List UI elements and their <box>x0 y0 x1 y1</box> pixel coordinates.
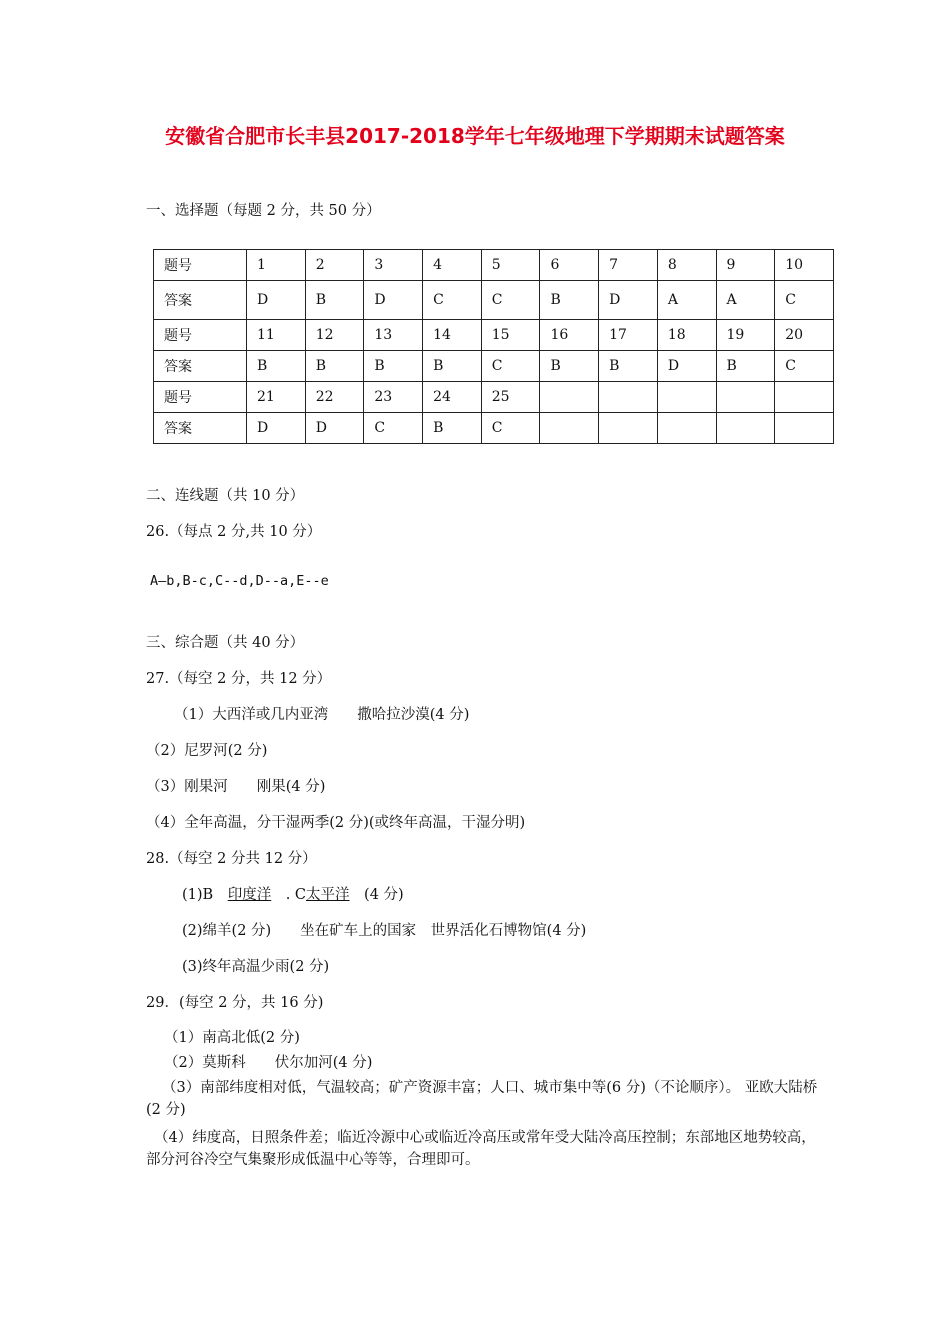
q28-answer-2: (2)绵羊(2 分) 坐在矿车上的国家 世界活化石博物馆(4 分) <box>182 923 587 939</box>
table-row-header: 答案 <box>154 351 247 382</box>
table-cell: D <box>305 413 364 444</box>
table-cell: D <box>599 281 658 320</box>
table-cell: 12 <box>305 320 364 351</box>
q27-answer-4: （4）全年高温，分干湿两季(2 分)(或终年高温，干湿分明) <box>146 815 526 831</box>
table-cell <box>775 382 834 413</box>
table-cell <box>540 382 599 413</box>
table-cell <box>599 413 658 444</box>
table-cell: C <box>775 351 834 382</box>
answer-table <box>153 249 834 444</box>
table-cell <box>775 413 834 444</box>
q29-answer-1: （1）南高北低(2 分) <box>164 1030 300 1046</box>
q28-answer-1-suffix: (4 分) <box>349 887 404 903</box>
table-cell: C <box>481 413 540 444</box>
table-cell <box>657 413 716 444</box>
table-cell: C <box>481 281 540 320</box>
table-cell: D <box>247 413 306 444</box>
table-cell: C <box>423 281 482 320</box>
section-choice-heading: 一、选择题（每题 2 分，共 50 分） <box>146 203 381 219</box>
q28-answer-3: (3)终年高温少雨(2 分) <box>182 959 330 975</box>
table-cell: B <box>599 351 658 382</box>
table-cell: 22 <box>305 382 364 413</box>
table-cell: B <box>247 351 306 382</box>
table-row-header: 题号 <box>154 382 247 413</box>
table-cell: B <box>540 281 599 320</box>
table-row-header: 题号 <box>154 320 247 351</box>
table-cell: 7 <box>599 250 658 281</box>
table-cell: 21 <box>247 382 306 413</box>
q26-answer: A—b,B-c,C--d,D--a,E--e <box>150 573 329 589</box>
table-cell: 16 <box>540 320 599 351</box>
table-cell: 13 <box>364 320 423 351</box>
section-comprehensive-heading: 三、综合题（共 40 分） <box>146 635 305 651</box>
table-cell: 20 <box>775 320 834 351</box>
table-cell: C <box>364 413 423 444</box>
table-cell: 10 <box>775 250 834 281</box>
table-cell <box>716 413 775 444</box>
q28-answer-1-mid: . C <box>271 887 307 903</box>
q28-heading: 28.（每空 2 分共 12 分） <box>146 851 317 867</box>
table-cell: 18 <box>657 320 716 351</box>
table-cell: 2 <box>305 250 364 281</box>
table-cell: 24 <box>423 382 482 413</box>
table-cell <box>657 382 716 413</box>
table-cell: 6 <box>540 250 599 281</box>
q29-answer-2: （2）莫斯科 伏尔加河(4 分) <box>164 1055 373 1071</box>
table-row-header: 答案 <box>154 281 247 320</box>
q29-answer-4: （4）纬度高，日照条件差；临近冷源中心或临近冷高压或常年受大陆冷高压控制；东部地区地势较高，部分河谷冷空气集聚形成低温中心等等，合理即可。 <box>146 1130 816 1168</box>
table-cell: 14 <box>423 320 482 351</box>
table-cell: D <box>364 281 423 320</box>
q28-answer-1-prefix: (1)B <box>182 887 228 903</box>
table-cell: 23 <box>364 382 423 413</box>
table-cell: B <box>540 351 599 382</box>
table-cell: 25 <box>481 382 540 413</box>
table-row <box>154 351 834 382</box>
table-cell: 17 <box>599 320 658 351</box>
table-cell: D <box>657 351 716 382</box>
table-cell <box>716 382 775 413</box>
table-cell: B <box>305 281 364 320</box>
table-cell: 8 <box>657 250 716 281</box>
section-matching-heading: 二、连线题（共 10 分） <box>146 488 305 504</box>
table-cell: 4 <box>423 250 482 281</box>
table-cell: B <box>364 351 423 382</box>
q28-answer-1 <box>182 884 404 906</box>
table-cell: 9 <box>716 250 775 281</box>
q27-answer-1: （1）大西洋或几内亚湾 撒哈拉沙漠(4 分) <box>174 707 470 723</box>
table-cell: B <box>423 413 482 444</box>
table-row-header: 题号 <box>154 250 247 281</box>
table-row <box>154 382 834 413</box>
q26-heading: 26.（每点 2 分,共 10 分） <box>146 524 322 540</box>
q28-answer-1-blank-2: 太平洋 <box>306 887 350 903</box>
table-cell: B <box>716 351 775 382</box>
table-cell: 1 <box>247 250 306 281</box>
table-cell: A <box>716 281 775 320</box>
q27-answer-3: （3）刚果河 刚果(4 分) <box>146 779 326 795</box>
table-row <box>154 413 834 444</box>
table-cell: D <box>247 281 306 320</box>
table-cell: 5 <box>481 250 540 281</box>
table-cell: A <box>657 281 716 320</box>
q29-heading: 29．(每空 2 分，共 16 分) <box>146 995 324 1011</box>
table-cell: 15 <box>481 320 540 351</box>
table-row <box>154 250 834 281</box>
table-cell <box>599 382 658 413</box>
table-row <box>154 281 834 320</box>
table-cell <box>540 413 599 444</box>
page-title: 安徽省合肥市长丰县2017-2018学年七年级地理下学期期末试题答案 <box>165 124 785 148</box>
table-cell: C <box>481 351 540 382</box>
table-cell: 11 <box>247 320 306 351</box>
q28-answer-1-blank-1: 印度洋 <box>227 887 272 903</box>
q27-answer-2: （2）尼罗河(2 分) <box>146 743 268 759</box>
table-cell: 19 <box>716 320 775 351</box>
q27-heading: 27.（每空 2 分，共 12 分） <box>146 671 332 687</box>
table-cell: B <box>423 351 482 382</box>
table-cell: C <box>775 281 834 320</box>
table-cell: B <box>305 351 364 382</box>
table-row <box>154 320 834 351</box>
table-row-header: 答案 <box>154 413 247 444</box>
q29-answer-3: （3）南部纬度相对低，气温较高；矿产资源丰富；人口、城市集中等(6 分)（不论顺序）。 亚欧大陆桥(2 分) <box>146 1080 818 1118</box>
table-cell: 3 <box>364 250 423 281</box>
